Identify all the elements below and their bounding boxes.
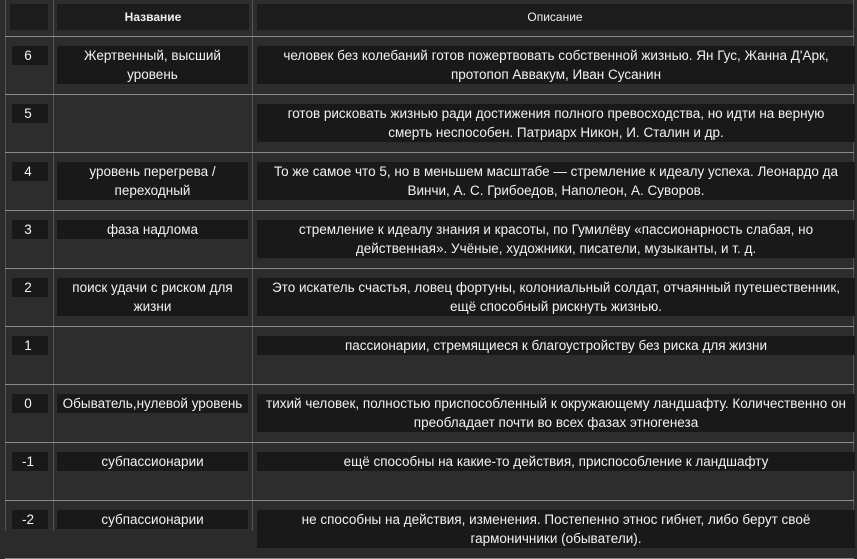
row-name-line xyxy=(57,181,248,200)
row-description-line xyxy=(257,510,855,529)
row-description-line xyxy=(257,65,855,84)
row-separator xyxy=(5,384,854,385)
row-description-line-text: пассионарии, стремящиеся к благоустройству без риска для жизни xyxy=(257,336,855,355)
row-name-line xyxy=(57,452,248,471)
row-description-line-text: гармоничники (обыватели). xyxy=(257,529,855,548)
header-num xyxy=(10,4,48,30)
header-name: Название xyxy=(57,4,249,30)
row-description-line-text: не способны на действия, изменения. Постепенно этнос гибнет, либо берут своё xyxy=(257,510,855,529)
header-description: Описание xyxy=(257,4,853,30)
row-description-line xyxy=(257,297,855,316)
row-level-number xyxy=(12,452,48,471)
row-level-number-text: 3 xyxy=(12,220,48,239)
row-name-line-text: субпассионарии xyxy=(57,452,248,471)
row-level-number xyxy=(12,104,48,123)
row-description-line-text: Это искатель счастья, ловец фортуны, колониальный солдат, отчаянный путешественник, xyxy=(257,278,855,297)
row-description-line xyxy=(257,181,855,200)
row-name-line xyxy=(57,278,248,297)
row-description-line-text: То же самое что 5, но в меньшем масштабе — стремление к идеалу успеха. Леонардо да xyxy=(257,162,855,181)
row-description-line xyxy=(257,529,855,548)
row-separator xyxy=(5,500,854,501)
row-separator xyxy=(5,326,854,327)
row-description-line xyxy=(257,104,855,123)
row-description-line xyxy=(257,394,855,413)
row-name-line-text: переходный xyxy=(57,181,248,200)
row-name-line xyxy=(57,394,248,413)
row-name-line xyxy=(57,297,248,316)
row-separator xyxy=(5,36,854,37)
row-description-line xyxy=(257,413,855,432)
row-description-line xyxy=(257,239,855,258)
row-level-number xyxy=(12,394,48,413)
row-name-line xyxy=(57,65,248,84)
row-name-line-text: фаза надлома xyxy=(57,220,248,239)
row-description-line-text: тихий человек, полностью приспособленный к окружающему ландшафту. Количественно он xyxy=(257,394,855,413)
row-level-number xyxy=(12,336,48,355)
row-description-line xyxy=(257,220,855,239)
row-description-line-text: смерть неспособен. Патриарх Никон, И. Сталин и др. xyxy=(257,123,855,142)
row-level-number-text: 6 xyxy=(12,46,48,65)
row-description-line-text: преобладает почти во всех фазах этногенеза xyxy=(257,413,855,432)
row-name-line-text: уровень перегрева / xyxy=(57,162,248,181)
row-separator xyxy=(5,94,854,95)
row-name-line-text: поиск удачи с риском для xyxy=(57,278,248,297)
column-divider-1 xyxy=(53,0,54,531)
row-level-number xyxy=(12,278,48,297)
row-level-number-text: 4 xyxy=(12,162,48,181)
row-name-line-text: уровень xyxy=(57,65,248,84)
row-description-line xyxy=(257,278,855,297)
row-level-number-text: 0 xyxy=(12,394,48,413)
table-border-left xyxy=(5,0,6,531)
row-name-line-text: Жертвенный, высший xyxy=(57,46,248,65)
row-level-number-text: 2 xyxy=(12,278,48,297)
row-name-line xyxy=(57,46,248,65)
row-name-line xyxy=(57,510,248,529)
row-description-line-text: Винчи, А. С. Грибоедов, Наполеон, А. Суворов. xyxy=(257,181,855,200)
row-level-number-text: -2 xyxy=(12,510,48,529)
row-level-number-text: 1 xyxy=(12,336,48,355)
row-name-line-text: жизни xyxy=(57,297,248,316)
row-name-line xyxy=(57,220,248,239)
row-level-number xyxy=(12,510,48,529)
row-name-line-text: Обыватель,нулевой уровень xyxy=(57,394,248,413)
row-description-line-text: протопоп Аввакум, Иван Сусанин xyxy=(257,65,855,84)
row-description-line-text: ещё способны на какие-то действия, приспособление к ландшафту xyxy=(257,452,855,471)
row-level-number xyxy=(12,220,48,239)
row-description-line xyxy=(257,123,855,142)
row-separator xyxy=(5,210,854,211)
row-name-line-text: субпассионарии xyxy=(57,510,248,529)
row-separator xyxy=(5,268,854,269)
row-description-line-text: действенная». Учёные, художники, писатели, музыканты, и т. д. xyxy=(257,239,855,258)
row-description-line xyxy=(257,46,855,65)
row-description-line xyxy=(257,452,855,471)
row-separator xyxy=(5,152,854,153)
row-description-line-text: ещё способный рискнуть жизнью. xyxy=(257,297,855,316)
row-level-number-text: -1 xyxy=(12,452,48,471)
row-description-line-text: стремление к идеалу знания и красоты, по Гумилёву «пассионарность слабая, но xyxy=(257,220,855,239)
row-description-line xyxy=(257,162,855,181)
row-level-number-text: 5 xyxy=(12,104,48,123)
row-description-line-text: человек без колебаний готов пожертвовать собственной жизнью. Ян Гус, Жанна Д'Арк, xyxy=(257,46,855,65)
row-name-line xyxy=(57,162,248,181)
row-separator xyxy=(5,442,854,443)
column-divider-2 xyxy=(252,0,253,531)
row-level-number xyxy=(12,46,48,65)
row-level-number xyxy=(12,162,48,181)
row-description-line xyxy=(257,336,855,355)
row-description-line-text: готов рисковать жизнью ради достижения полного превосходства, но идти на верную xyxy=(257,104,855,123)
